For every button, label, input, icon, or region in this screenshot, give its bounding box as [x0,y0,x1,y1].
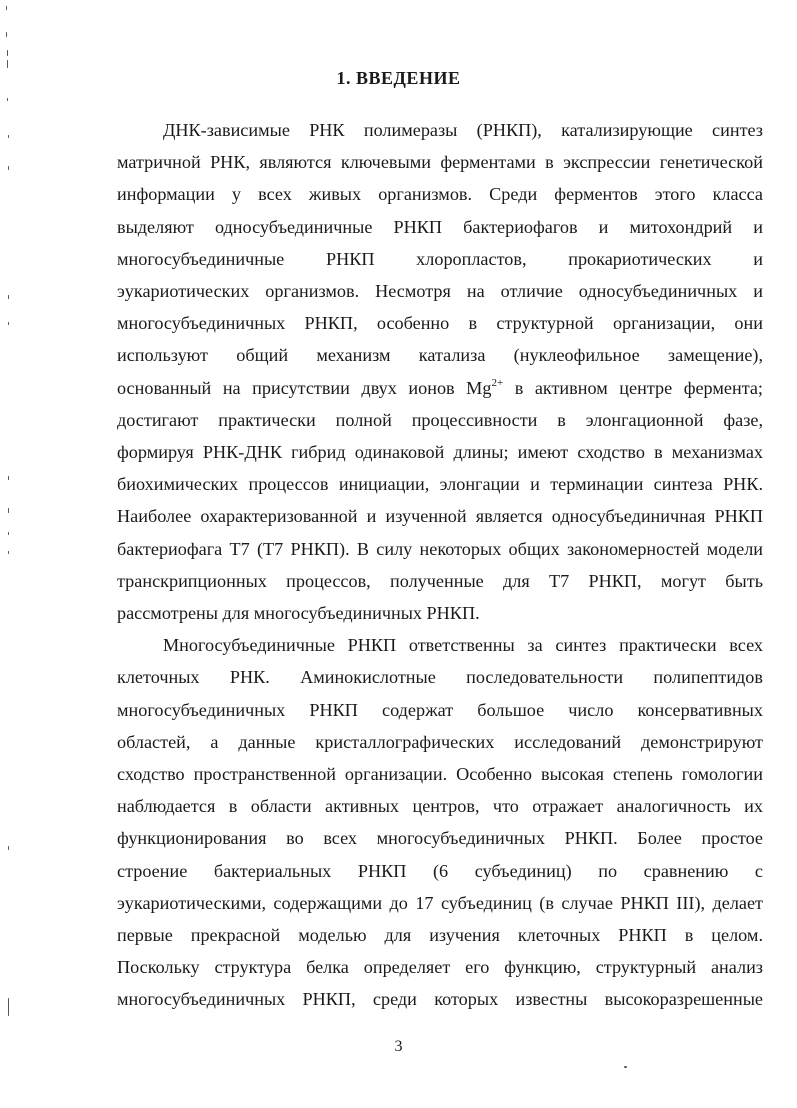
scan-mark [8,998,9,1016]
scan-mark [8,322,9,325]
text-fragment: в активном центре фермента; [503,377,763,398]
scan-mark [8,551,9,554]
scan-mark [8,846,9,850]
paragraph-1 [117,114,763,629]
text-line: эукариотических организмов. Несмотря на отличие односубъединичных и [117,281,763,302]
text-line: матричной РНК, являются ключевыми ферментами в экспрессии генетической [117,152,763,173]
body-text [117,114,763,1016]
text-line: выделяют односубъединичные РНКП бактериофагов и митохондрий и [117,216,763,237]
text-line: строение бактериальных РНКП (6 субъединиц) по сравнению с [117,860,763,881]
text-line: транскрипционных процессов, полученные для Т7 РНКП, могут быть [117,570,763,591]
text-line: первые прекрасной моделью для изучения клеточных РНКП в целом. [117,925,763,946]
scan-mark [6,6,7,10]
section-heading: 1. ВВЕДЕНИЕ [336,68,461,88]
text-line: Поскольку структура белка определяет его функцию, структурный анализ [117,957,763,978]
scan-mark [624,1066,627,1068]
text-line: бактериофага Т7 (Т7 РНКП). В силу некоторых общих закономерностей модели [117,538,763,559]
scan-mark [8,532,9,535]
text-line: функционирования во всех многосубъединичных РНКП. Более простое [117,828,763,849]
scan-mark [8,476,9,480]
scan-mark [7,50,8,56]
superscript: 2+ [491,376,504,389]
scan-mark [7,60,8,68]
text-line: Многосубъединичные РНКП ответственны за синтез практически всех [163,635,763,656]
text-line: областей, а данные кристаллографических исследований демонстрируют [117,731,763,752]
text-line-with-superscript [117,372,763,404]
scan-mark [8,508,9,513]
text-line: рассмотрены для многосубъединичных РНКП. [117,603,480,624]
text-line: информации у всех живых организмов. Среди ферментов этого класса [117,184,763,205]
paragraph-2 [117,629,763,1015]
text-line: сходство пространственной организации. Особенно высокая степень гомологии [117,764,763,785]
text-line: ДНК-зависимые РНК полимеразы (РНКП), катализирующие синтез [163,120,763,140]
scan-mark [6,32,7,37]
text-line: формируя РНК-ДНК гибрид одинаковой длины; имеют сходство в механизмах [117,442,763,463]
text-line: эукариотическими, содержащими до 17 субъединиц (в случае РНКП III), делает [117,892,763,913]
text-line: многосубъединичные РНКП хлоропластов, прокариотических и [117,248,763,269]
text-line: многосубъединичных РНКП, особенно в структурной организации, они [117,313,763,334]
text-line: многосубъединичных РНКП содержат большое число консервативных [117,699,763,720]
text-line: многосубъединичных РНКП, среди которых известны высокоразрешенные [117,989,763,1010]
text-fragment: основанный на присутствии двух ионов Mg [117,377,492,398]
text-line: используют общий механизм катализа (нуклеофильное замещение), [117,345,763,366]
text-line: биохимических процессов инициации, элонгации и терминации синтеза РНК. [117,474,763,495]
page-number: 3 [394,1038,403,1055]
scan-mark [8,166,9,170]
scan-mark [8,135,9,138]
text-line: наблюдается в области активных центров, что отражает аналогичность их [117,796,763,817]
scan-mark [7,98,8,101]
text-line: Наиболее охарактеризованной и изученной является односубъединичная РНКП [117,506,763,527]
text-line: достигают практически полной процессивности в элонгационной фазе, [117,409,763,430]
scan-mark [8,295,9,299]
text-line: клеточных РНК. Аминокислотные последовательности полипептидов [117,667,763,688]
